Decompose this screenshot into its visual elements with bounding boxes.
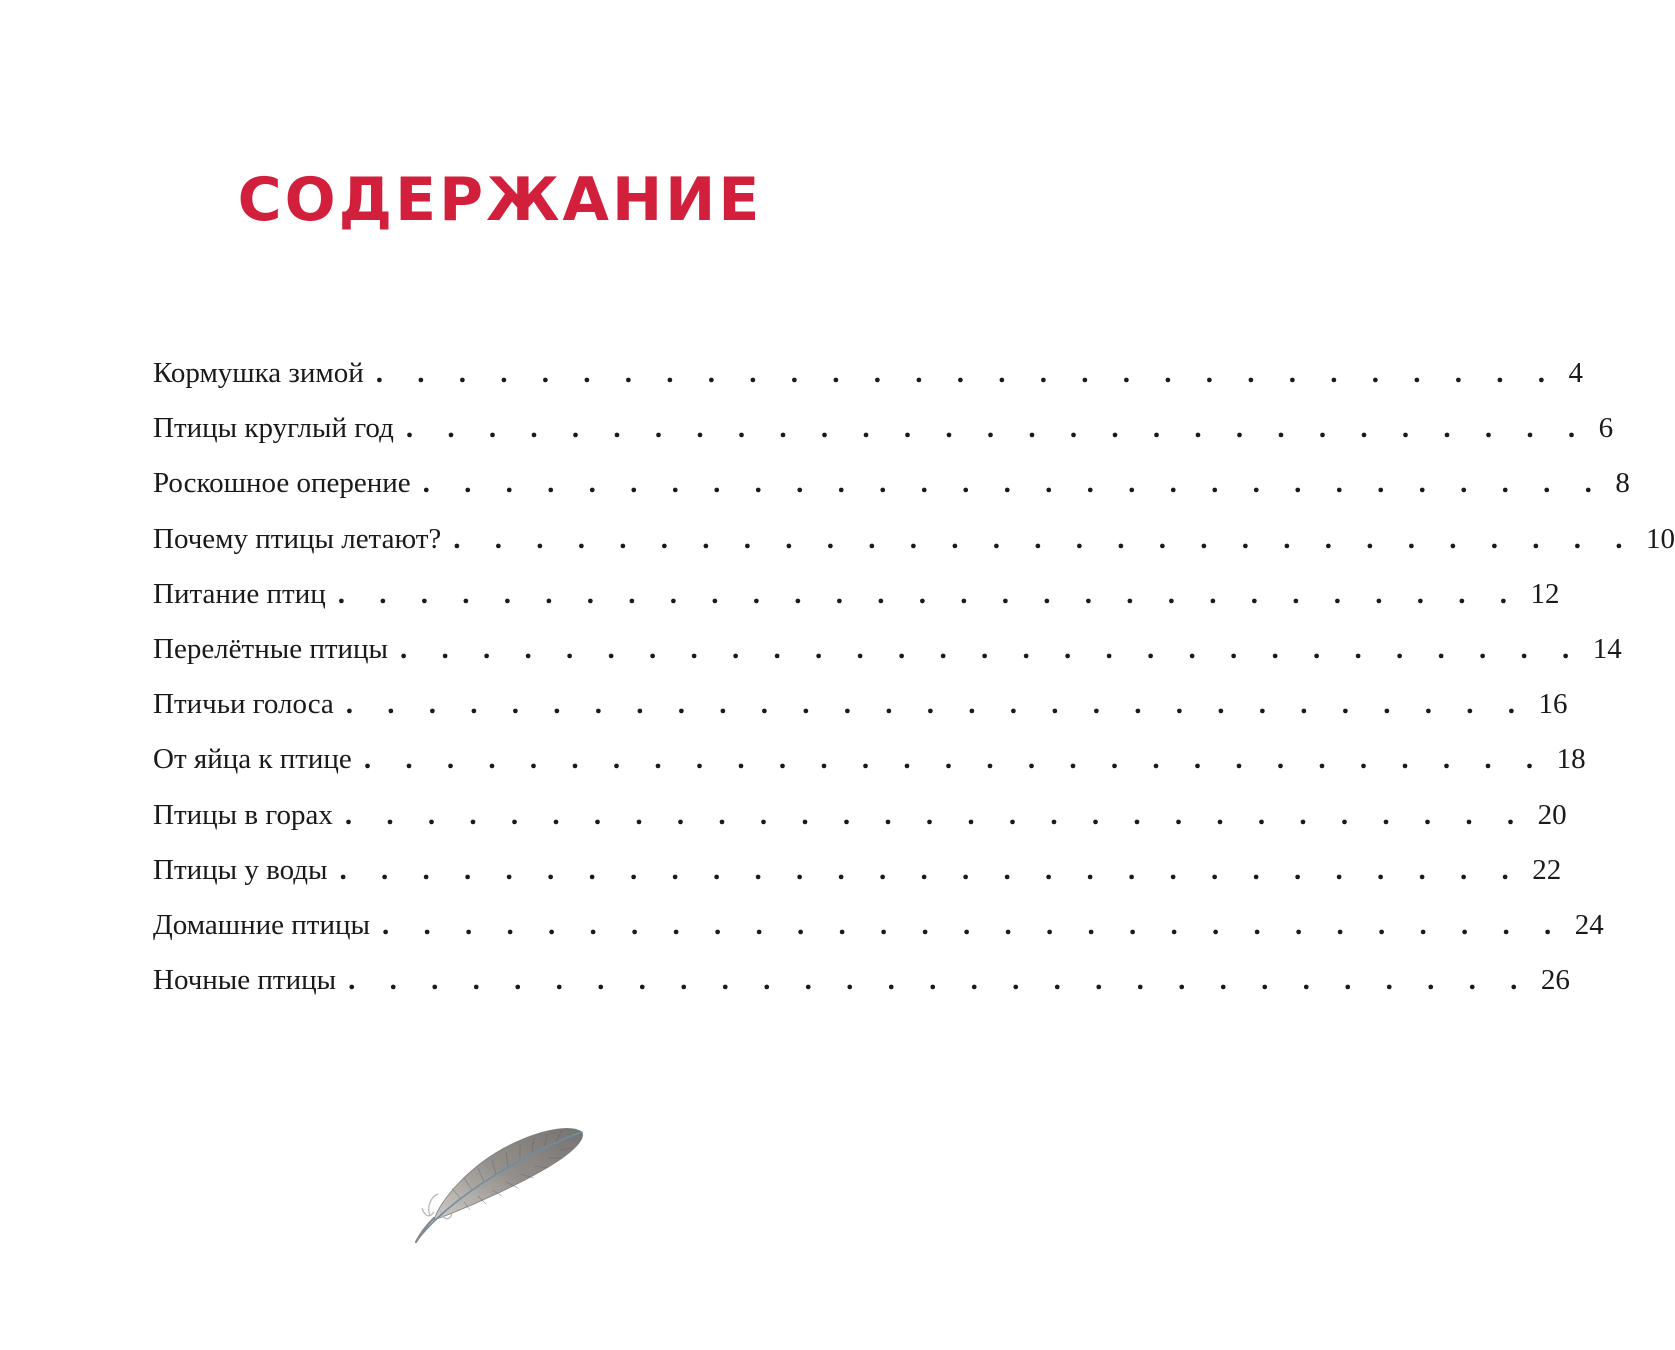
toc-entry — [153, 512, 1675, 567]
toc-entry — [153, 401, 1614, 456]
page-title: СОДЕРЖАНИЕ — [237, 165, 763, 235]
toc-entry-label: Птичьи голоса — [153, 688, 334, 721]
toc-entry-page: 24 — [1574, 908, 1604, 941]
toc-entry-label: От яйца к птице — [153, 743, 352, 776]
toc-entry — [153, 677, 1568, 732]
toc-entry-label: Домашние птицы — [153, 908, 370, 941]
toc-entry-page: 22 — [1532, 853, 1562, 886]
table-of-contents — [153, 346, 1675, 1008]
toc-entry-page: 18 — [1556, 743, 1586, 776]
toc-entry — [153, 622, 1622, 677]
toc-entry-page: 8 — [1615, 467, 1630, 500]
toc-entry-page: 20 — [1537, 798, 1567, 831]
toc-entry-page: 4 — [1568, 357, 1584, 389]
toc-leader-dots: . . . . . . . . . . . . . . . . . . . . . . . . . . . . . — [337, 577, 1521, 610]
toc-leader-dots: . . . . . . . . . . . . . . . . . . . . . . . . . . . . . — [453, 522, 1637, 555]
toc-entry — [153, 843, 1562, 898]
toc-entry-page: 6 — [1598, 412, 1614, 445]
toc-leader-dots: . . . . . . . . . . . . . . . . . . . . . . . . . . . . . — [405, 412, 1589, 445]
toc-entry-label: Птицы круглый год — [153, 412, 394, 445]
toc-entry — [153, 456, 1630, 511]
toc-entry — [153, 346, 1584, 401]
toc-entry — [153, 732, 1586, 787]
toc-entry-page: 16 — [1538, 688, 1568, 721]
toc-leader-dots: . . . . . . . . . . . . . . . . . . . . . . . . . . . . . — [375, 357, 1559, 389]
toc-entry-page: 10 — [1646, 522, 1675, 555]
toc-leader-dots: . . . . . . . . . . . . . . . . . . . . . . . . . . . . . — [344, 798, 1528, 831]
toc-leader-dots: . . . . . . . . . . . . . . . . . . . . . . . . . . . . . — [339, 853, 1523, 886]
toc-entry-label: Птицы у воды — [153, 853, 328, 886]
toc-leader-dots: . . . . . . . . . . . . . . . . . . . . . . . . . . . . . — [345, 688, 1529, 721]
toc-entry-label: Ночные птицы — [153, 964, 337, 997]
toc-leader-dots: . . . . . . . . . . . . . . . . . . . . . . . . . . . . . — [400, 632, 1583, 665]
toc-entry — [153, 953, 1570, 1008]
toc-leader-dots: . . . . . . . . . . . . . . . . . . . . . . . . . . . . . — [381, 908, 1565, 941]
toc-entry-label: Птицы в горах — [153, 798, 333, 831]
feather-icon — [400, 1110, 600, 1250]
toc-entry-label: Роскошное оперение — [153, 467, 411, 500]
toc-entry-label: Почему птицы летают? — [153, 522, 442, 555]
toc-entry — [153, 898, 1604, 953]
toc-entry — [153, 788, 1567, 843]
toc-leader-dots: . . . . . . . . . . . . . . . . . . . . . . . . . . . . . — [348, 964, 1531, 997]
toc-entry — [153, 567, 1560, 622]
toc-leader-dots: . . . . . . . . . . . . . . . . . . . . . . . . . . . . . — [422, 467, 1606, 500]
toc-entry-page: 12 — [1530, 577, 1560, 610]
toc-entry-label: Кормушка зимой — [153, 357, 364, 389]
toc-entry-label: Питание птиц — [153, 577, 326, 610]
toc-entry-page: 14 — [1592, 632, 1622, 665]
toc-entry-page: 26 — [1540, 964, 1570, 997]
toc-leader-dots: . . . . . . . . . . . . . . . . . . . . . . . . . . . . . — [363, 743, 1547, 776]
toc-entry-label: Перелётные птицы — [153, 632, 389, 665]
